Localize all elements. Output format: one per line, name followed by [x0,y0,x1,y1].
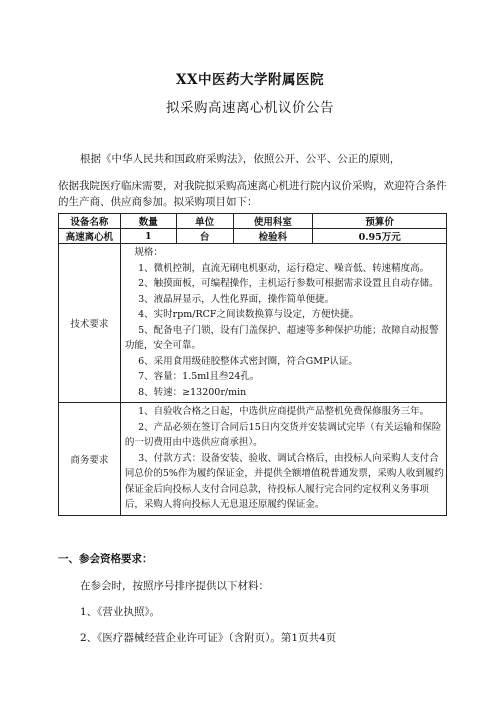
procurement-table [58,213,447,516]
tech-line: 2、触摸面板，可编程操作，主机运行参数可根据需求设置且自动存储。 [138,278,439,289]
tech-line: 7、容量：1.5ml且叁24孔。 [138,371,260,382]
tech-line: 8、转速：≥13200r/min [138,386,247,398]
intro-paragraph-1: 根据《中华人民共和国政府采购法》，依照公开、公平、公正的原则， [80,153,401,165]
tech-line: 4、实时rpm/RCF之间读数换算与设定，方便快捷。 [138,309,360,320]
cell-budget: 0.95万元 [313,229,447,244]
business-line: 2、产品必须在签订合同后15日内交货并安装调试完毕（有关运输和保险的一切费用由中选供应商承担）。 [124,421,442,448]
table-row [59,229,447,244]
business-requirements-content [120,403,446,516]
tech-requirements-content [120,244,446,403]
header-quantity: 数量 [120,214,176,229]
section-heading-qualification: 一、参会资格要求： [58,553,153,565]
business-line: 1、自验收合格之日起，中选供应商提供产品整机免费保修服务三年。 [138,406,430,417]
tech-line: 规格： [134,247,163,258]
tech-line: 6、采用食用级硅胶整体式密封圈，符合GMP认证。 [138,355,358,367]
tech-line: 5、配备电子门锁，设有门盖保护、超速等多种保护功能；故障自动报警功能，安全可靠。 [124,324,439,351]
business-requirements-label: 商务要求 [59,403,121,516]
material-item-1: 1、《营业执照》。 [80,606,161,618]
intro-paragraph-2: 依据我院医疗临床需要，对我院拟采购高速离心机进行院内议价采购，欢迎符合条件的生产商、供应商参加。拟采购项目如下： [58,180,447,208]
cell-quantity: 1 [120,229,176,244]
hospital-name: XX中医药大学附属医院 [176,72,324,88]
table-header-row [59,214,447,229]
tech-line: 1、微机控制，直流无刷电机驱动，运行稳定、噪音低、转速精度高。 [138,262,430,274]
business-requirements-row [59,403,447,516]
section-lead-text: 在参会时，按照序号排序提供以下材料： [80,580,269,592]
header-budget: 预算价 [313,214,447,229]
announcement-title: 拟采购高速离心机议价公告 [166,100,334,116]
tech-line: 3、液晶屏显示，人性化界面，操作简单便捷。 [138,293,335,305]
tech-requirements-label: 技术要求 [59,244,121,403]
cell-unit: 台 [176,229,233,244]
header-unit: 单位 [176,214,233,229]
material-item-2: 2、《医疗器械经营企业许可证》（含附页）。第1页共4页 [80,632,337,644]
cell-device-name: 高速离心机 [59,229,121,244]
header-department: 使用科室 [233,214,313,229]
tech-requirements-row [59,244,447,403]
cell-department: 检验科 [233,229,313,244]
header-device-name: 设备名称 [59,214,121,229]
business-line: 3、付款方式：设备安装、验收、调试合格后，由投标人向采购人支付合同总价的5%作为履约保证金，并提供全额增值税普通发票，采购人收到履约保证金后向投标人支付合同总款，待投标人履行完合同约定权利义务事项后，采购人将向投标人无息退还原履约保证金。 [124,452,444,510]
